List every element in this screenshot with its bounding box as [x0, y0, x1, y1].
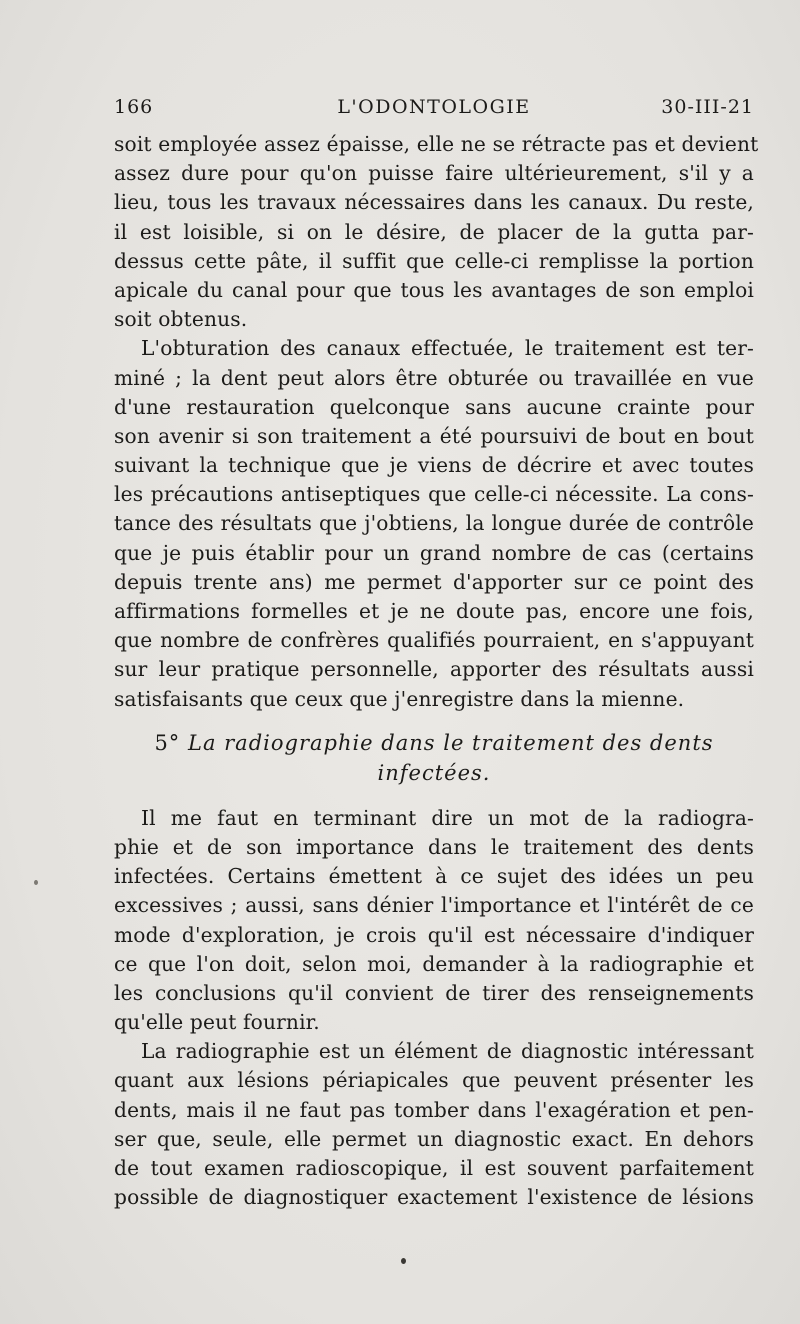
text-line: Il me faut en terminant dire un mot de la radiogra-	[141, 805, 754, 830]
text-line: son avenir si son traitement a été poursuivi de bout en bout	[114, 423, 754, 448]
text-line: possible de diagnostiquer exactement l'existence de lésions	[114, 1185, 754, 1210]
body-text	[114, 130, 759, 1212]
text-line: que je puis établir pour un grand nombre de cas (certains	[114, 540, 754, 565]
text-line: que nombre de confrères qualifiés pourraient, en s'appuyant	[114, 628, 754, 653]
text-line: phie et de son importance dans le traitement des dents	[114, 834, 754, 859]
text-line: tance des résultats que j'obtiens, la longue durée de contrôle	[114, 511, 754, 536]
paragraph-continuation	[114, 130, 759, 334]
text-line: miné ; la dent peut alors être obturée ou travaillée en vue	[114, 365, 754, 390]
section-heading	[114, 728, 754, 788]
text-line: les précautions antiseptiques que celle-ci nécessite. La cons-	[114, 482, 754, 507]
ink-speck	[401, 1258, 406, 1264]
paragraph-radiography-diagnostic	[114, 1037, 754, 1212]
text-line: depuis trente ans) me permet d'apporter sur ce point des	[114, 569, 754, 594]
paragraph-radiography-intro	[114, 804, 754, 1038]
text-line: assez dure pour qu'on puisse faire ultérieurement, s'il y a	[114, 161, 754, 186]
section-title-line2: infectées.	[377, 760, 491, 785]
text-line: soit employée assez épaisse, elle ne se rétracte pas et devient	[114, 132, 759, 156]
page-number: 166	[114, 96, 154, 118]
text-line: il est loisible, si on le désire, de placer de la gutta par-	[114, 219, 754, 244]
paragraph-obturation	[114, 334, 754, 713]
text-line: affirmations formelles et je ne doute pas, encore une fois,	[114, 599, 754, 623]
text-line: d'une restauration quelconque sans aucune crainte pour	[114, 394, 754, 419]
text-line: dents, mais il ne faut pas tomber dans l'exagération et pen-	[114, 1097, 754, 1122]
text-line: suivant la technique que je viens de décrire et avec toutes	[114, 453, 754, 478]
text-line: La radiographie est un élément de diagnostic intéressant	[141, 1039, 754, 1064]
text-line: lieu, tous les travaux nécessaires dans les canaux. Du reste,	[114, 190, 754, 215]
ink-speck	[34, 880, 38, 885]
page-header	[114, 96, 754, 124]
text-line: excessives ; aussi, sans dénier l'importance et l'intérêt de ce	[114, 893, 754, 918]
text-line: les conclusions qu'il convient de tirer des renseignements	[114, 980, 754, 1005]
text-line: mode d'exploration, je crois qu'il est nécessaire d'indiquer	[114, 922, 754, 947]
text-line: satisfaisants que ceux que j'enregistre dans la mienne.	[114, 686, 685, 711]
section-title-line1: La radiographie dans le traitement des dents	[188, 730, 714, 755]
text-line: infectées. Certains émettent à ce sujet des idées un peu	[114, 864, 754, 889]
text-line: apicale du canal pour que tous les avantages de son emploi	[114, 277, 754, 302]
text-line: quant aux lésions périapicales que peuvent présenter les	[114, 1068, 754, 1093]
text-line: de tout examen radioscopique, il est souvent parfaitement	[114, 1156, 754, 1180]
issue-date: 30-III-21	[661, 96, 754, 118]
text-line: L'obturation des canaux effectuée, le traitement est ter-	[141, 336, 754, 361]
section-number: 5°	[154, 730, 181, 755]
text-line: dessus cette pâte, il suffit que celle-ci remplisse la portion	[114, 248, 754, 273]
text-line: soit obtenus.	[114, 307, 248, 332]
running-title: L'ODONTOLOGIE	[337, 96, 531, 118]
text-line: ser que, seule, elle permet un diagnostic exact. En dehors	[114, 1126, 754, 1151]
text-line: ce que l'on doit, selon moi, demander à la radiographie et	[114, 951, 754, 976]
text-line: sur leur pratique personnelle, apporter des résultats aussi	[114, 657, 754, 682]
text-line: qu'elle peut fournir.	[114, 1010, 320, 1035]
